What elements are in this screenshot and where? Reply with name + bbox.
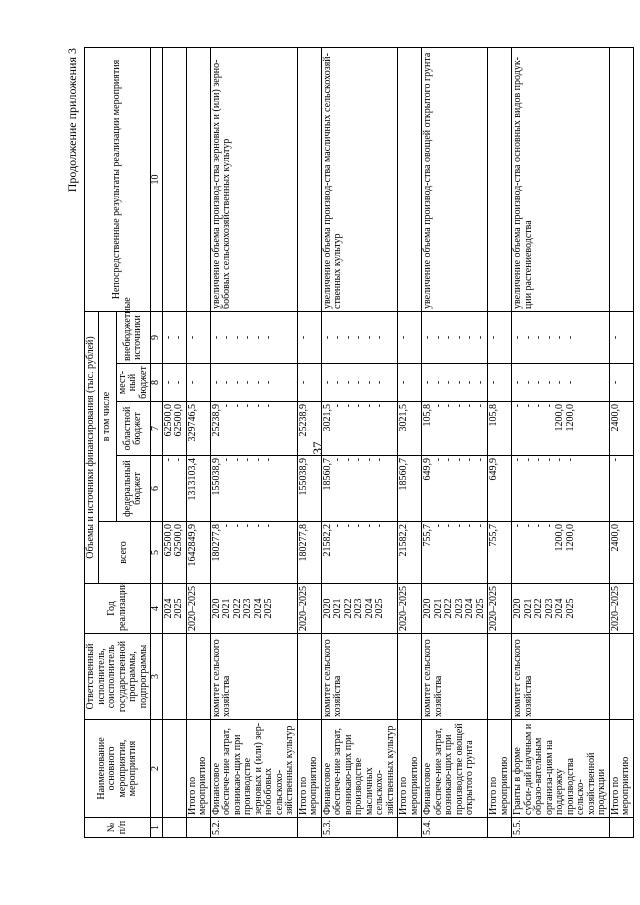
- extra-value: - - - - - -: [512, 312, 610, 364]
- col-number: 4: [151, 584, 163, 634]
- table-row: [398, 48, 422, 838]
- local-value: - - - - - -: [321, 364, 398, 402]
- federal-value: 18560,7: [398, 456, 422, 522]
- local-value: -: [609, 364, 633, 402]
- row-number: 5.4.: [422, 818, 488, 838]
- row-number: 5.2.: [210, 818, 297, 838]
- measure-name: Итого по мероприятию: [609, 720, 633, 818]
- header-total: всего: [98, 522, 151, 584]
- year-list: 2020–2025: [186, 584, 210, 634]
- local-value: -: [488, 364, 512, 402]
- extra-value: -: [488, 312, 512, 364]
- result-text: увеличение объема производ-ства овощей открытого грунта: [422, 48, 488, 312]
- header-incl: в том числе: [98, 312, 116, 522]
- result-text: [488, 48, 512, 312]
- table-row: [422, 48, 488, 838]
- measure-name: Гранты в форме субси-дий научным и образо-вательным организа-циям на поддержку производства сельско-хозяйственной продукции: [512, 720, 610, 818]
- extra-value: -: [398, 312, 422, 364]
- extra-value: - -: [162, 312, 186, 364]
- total-value: 21582,2: [398, 522, 422, 584]
- federal-value: 1313103,4: [186, 456, 210, 522]
- result-text: увеличение объема производ-ства масличных сельскохозяй-ственных культур: [321, 48, 398, 312]
- regional-value: 329746,5: [186, 402, 210, 456]
- extra-value: - - - - - -: [422, 312, 488, 364]
- federal-value: 649,9: [488, 456, 512, 522]
- federal-value: 155038,9: [297, 456, 321, 522]
- col-number: 6: [151, 456, 163, 522]
- executor: комитет сельского хозяйства: [512, 634, 610, 720]
- year-list: 2020 2021 2022 2023 2024 2025: [422, 584, 488, 634]
- year-list: 2020 2021 2022 2023 2024 2025: [512, 584, 610, 634]
- measure-name: Итого по мероприятию: [398, 720, 422, 818]
- federal-value: - -: [162, 456, 186, 522]
- total-value: 180277,8: [297, 522, 321, 584]
- executor: комитет сельского хозяйства: [422, 634, 488, 720]
- measure-name: Финансовое обеспече-ние затрат, возникаю-щих при производстве овощей открытого грунта: [422, 720, 488, 818]
- measure-name: Итого по мероприятию: [186, 720, 210, 818]
- total-value: 755,7: [488, 522, 512, 584]
- year-list: 2020 2021 2022 2023 2024 2025: [210, 584, 297, 634]
- local-value: -: [297, 364, 321, 402]
- page-number: 37: [310, 441, 325, 455]
- regional-value: 2400,0: [609, 402, 633, 456]
- table-row: [297, 48, 321, 838]
- regional-value: 105,8 - - - - -: [422, 402, 488, 456]
- executor: комитет сельского хозяйства: [321, 634, 398, 720]
- year-list: 2020–2025: [488, 584, 512, 634]
- col-number: 3: [151, 634, 163, 720]
- local-value: - - - - - -: [422, 364, 488, 402]
- federal-value: 18560,7 - - - - -: [321, 456, 398, 522]
- year-list: 2020–2025: [297, 584, 321, 634]
- col-number: 8: [151, 364, 163, 402]
- table-row: [210, 48, 297, 838]
- row-number: [186, 818, 210, 838]
- row-number: 5.3.: [321, 818, 398, 838]
- total-value: 755,7 - - - - -: [422, 522, 488, 584]
- col-number: 1: [151, 818, 163, 838]
- extra-value: - - - - - -: [210, 312, 297, 364]
- row-number: [488, 818, 512, 838]
- rotated-document: [62, 48, 640, 838]
- regional-value: 3021,5 - - - - -: [321, 402, 398, 456]
- local-value: -: [398, 364, 422, 402]
- executor: комитет сельского хозяйства: [210, 634, 297, 720]
- row-number: 5.5.: [512, 818, 610, 838]
- result-text: [162, 48, 186, 312]
- total-value: 2400,0: [609, 522, 633, 584]
- year-list: 2020 2021 2022 2023 2024 2025: [321, 584, 398, 634]
- measure-name: Финансовое обеспече-ние затрат, возникаю-щих при производстве масличных сельскохо-зяйственных культур: [321, 720, 398, 818]
- measure-name: Итого по мероприятию: [488, 720, 512, 818]
- federal-value: 649,9 - - - - -: [422, 456, 488, 522]
- extra-value: -: [186, 312, 210, 364]
- total-value: 62500,0 62500,0: [162, 522, 186, 584]
- row-number: [609, 818, 633, 838]
- col-number: 5: [151, 522, 163, 584]
- header-local: мест-ный бюджет: [116, 364, 151, 402]
- regional-value: 3021,5: [398, 402, 422, 456]
- measure-name: Финансовое обеспече-ние затрат, возникаю-щих при производстве зерновых и (или) зер-нобобовых сельскохо-зяйственных культур: [210, 720, 297, 818]
- year-list: 2024 2025: [162, 584, 186, 634]
- executor: [186, 634, 210, 720]
- table-row: [186, 48, 210, 838]
- col-number: 9: [151, 312, 163, 364]
- table-row: [162, 48, 186, 838]
- col-number: 7: [151, 402, 163, 456]
- extra-value: -: [609, 312, 633, 364]
- total-value: 180277,8 - - - - -: [210, 522, 297, 584]
- regional-value: 25238,9: [297, 402, 321, 456]
- table-row: [609, 48, 633, 838]
- executor: [398, 634, 422, 720]
- header-no: № п/п: [85, 818, 151, 838]
- header-executor: Ответственный исполнитель, соисполнитель государственной программы, подпрограммы: [85, 634, 151, 720]
- row-number: [162, 818, 186, 838]
- header-funding: Объемы и источники финансирования (тыс. рублей): [85, 312, 99, 584]
- federal-value: - - - - - -: [512, 456, 610, 522]
- regional-value: 105,8: [488, 402, 512, 456]
- total-value: 1642849,9: [186, 522, 210, 584]
- federal-value: -: [609, 456, 633, 522]
- header-results: Непосредственные результаты реализации мероприятия: [85, 48, 151, 312]
- local-value: - - - - - -: [210, 364, 297, 402]
- total-value: 21582,2 - - - - -: [321, 522, 398, 584]
- extra-value: -: [297, 312, 321, 364]
- result-text: [186, 48, 210, 312]
- col-number: 2: [151, 720, 163, 818]
- col-number: 10: [151, 48, 163, 312]
- local-value: - -: [162, 364, 186, 402]
- appendix-title: Продолжение приложения 3: [65, 48, 79, 193]
- executor: [609, 634, 633, 720]
- total-value: - - - - 1200,0 1200,0: [512, 522, 610, 584]
- result-text: увеличение объема производ-ства основных видов продук-ции растениеводства: [512, 48, 610, 312]
- header-extra: внебюджетные источники: [116, 312, 151, 364]
- result-text: [297, 48, 321, 312]
- regional-value: 25238,9 - - - - -: [210, 402, 297, 456]
- measure-name: [162, 720, 186, 818]
- header-federal: федеральный бюджет: [116, 456, 151, 522]
- extra-value: - - - - - -: [321, 312, 398, 364]
- table-row: [512, 48, 610, 838]
- funding-table: [84, 47, 634, 838]
- federal-value: 155038,9 - - - - -: [210, 456, 297, 522]
- result-text: увеличение объема производ-ства зерновых и (или) зерно-бобовых сельскохозяйственных культур: [210, 48, 297, 312]
- local-value: -: [186, 364, 210, 402]
- header-regional: областной бюджет: [116, 402, 151, 456]
- header-name: Наименование основного мероприятия, мероприятия: [85, 720, 151, 818]
- executor: [488, 634, 512, 720]
- table-row: [488, 48, 512, 838]
- column-numbers-row: [151, 48, 163, 838]
- result-text: [398, 48, 422, 312]
- regional-value: - - - - 1200,0 1200,0: [512, 402, 610, 456]
- regional-value: 62500,0 62500,0: [162, 402, 186, 456]
- measure-name: Итого по мероприятию: [297, 720, 321, 818]
- table-row: [321, 48, 398, 838]
- row-number: [398, 818, 422, 838]
- executor: [162, 634, 186, 720]
- header-year: Год реализации: [85, 584, 151, 634]
- year-list: 2020–2025: [398, 584, 422, 634]
- local-value: - - - - - -: [512, 364, 610, 402]
- row-number: [297, 818, 321, 838]
- result-text: [609, 48, 633, 312]
- executor: [297, 634, 321, 720]
- year-list: 2020–2025: [609, 584, 633, 634]
